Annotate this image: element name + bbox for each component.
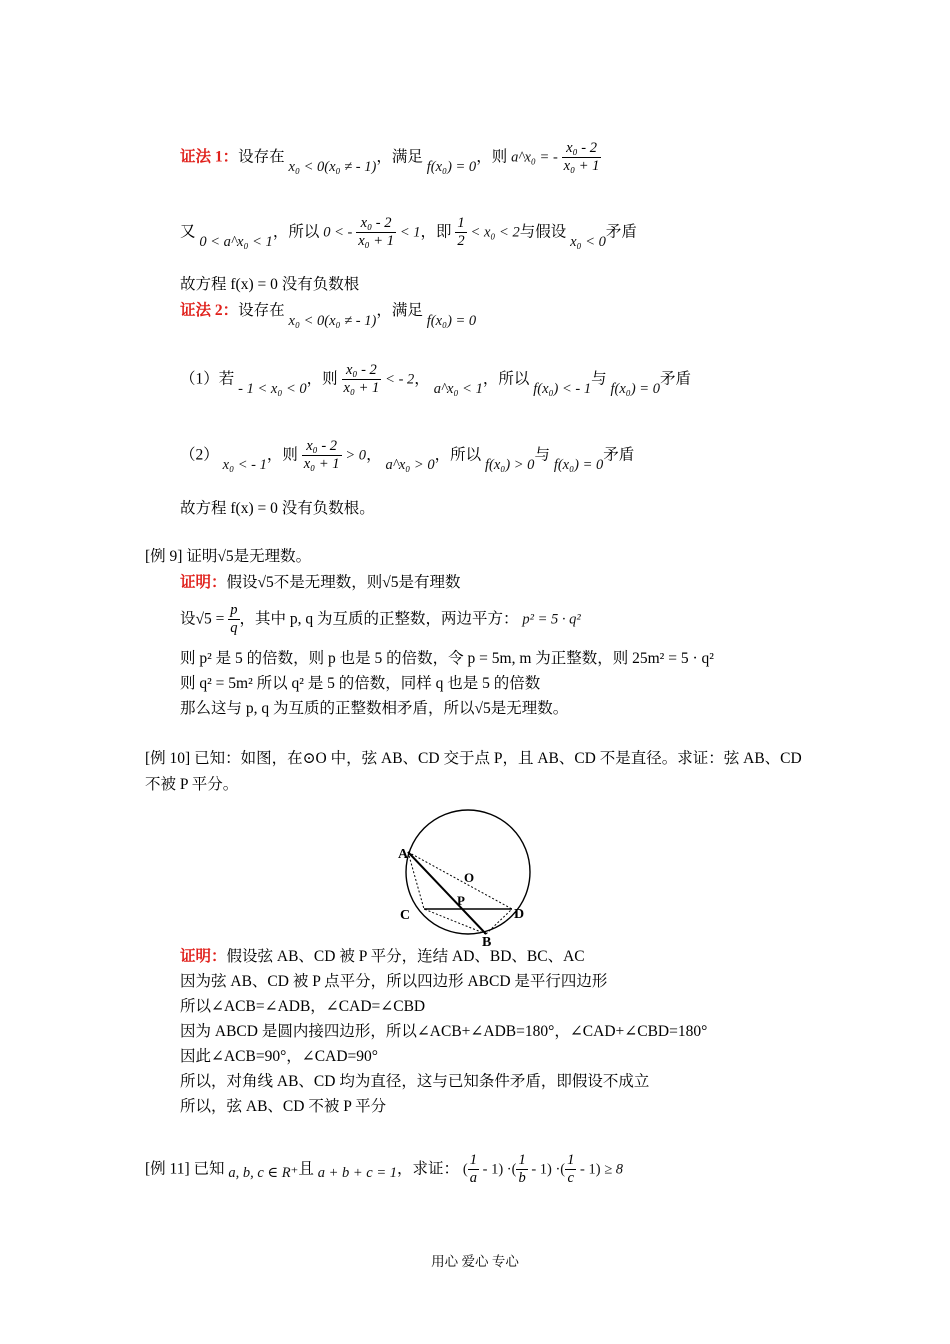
- example10-title-line2: 不被 P 平分。: [145, 776, 239, 793]
- proof1-label: 证法 1：: [180, 148, 239, 166]
- fraction-1-over-c: $\frac{1}{c}$: [567, 1152, 575, 1187]
- circle-figure: [390, 800, 540, 950]
- example9-proof-line3: 则 p² 是 5 的倍数，则 p 也是 5 的倍数，令 p = 5m, m 为正整数，则 25m² = 5 · q²: [180, 650, 714, 667]
- proof-label: 证明：: [180, 948, 227, 965]
- fraction: $\frac{\text{x₀ - 2}}{\text{x₀ + 1}}$: [303, 438, 340, 473]
- fraction-1-over-a: $\frac{1}{a}$: [469, 1152, 477, 1187]
- example10-proof-line4: 因为 ABCD 是圆内接四边形，所以∠ACB+∠ADB=180°，∠CAD+∠CBD=180°: [180, 1023, 708, 1040]
- conclusion-2: 故方程 f(x) = 0 没有负数根。: [180, 500, 375, 517]
- page-footer: 用心 爱心 专心: [431, 1254, 519, 1269]
- proof-label: 证明：: [180, 574, 227, 591]
- label-b: B: [482, 935, 492, 950]
- fraction-1-over-b: $\frac{1}{b}$: [518, 1152, 526, 1187]
- example10-proof-line7: 所以，弦 AB、CD 不被 P 平分: [180, 1098, 387, 1115]
- example9-proof-line5: 那么这与 p, q 为互质的正整数相矛盾，所以√5是无理数。: [180, 700, 569, 717]
- example11-line: [例 11] 已知 a, b, c ∈ R⁺且 a + b + c = 1，求证： ( $\frac{1}{a}$ - 1) ·( $\frac{1}{b}$ - 1) ·( $\frac{1}{c}$ - 1) ≥ 8: [145, 1152, 624, 1187]
- example10-proof-line6: 所以，对角线 AB、CD 均为直径，这与已知条件矛盾，即假设不成立: [180, 1073, 650, 1090]
- proof2-label: 证法 2：: [180, 302, 239, 319]
- case1-line: （1）若 - 1 < x₀ < 0，则 $\frac{\text{x₀ - 2}}{\text{x₀ + 1}}$ < - 2， a^x₀ < 1，所以 f(x₀) < - 1与 f(x₀) = 0矛盾: [180, 362, 691, 398]
- label-c: C: [400, 908, 411, 923]
- example9-proof-line1: 证明：假设√5不是无理数，则√5是有理数: [180, 574, 461, 591]
- fraction: $\frac{\text{x₀ - 2}}{\text{x₀ + 1}}$: [358, 215, 394, 250]
- fraction-half: $\frac{1}{2}$: [457, 215, 465, 250]
- fraction: $\frac{\text{x₀ - 2}}{\text{x₀ + 1}}$: [563, 140, 600, 175]
- label-a: A: [398, 847, 409, 862]
- proof2-line: 证法 2：设存在 x₀ < 0(x₀ ≠ - 1)，满足 f(x₀) = 0: [180, 302, 477, 329]
- example10-proof-line2: 因为弦 AB、CD 被 P 点平分，所以四边形 ABCD 是平行四边形: [180, 973, 608, 990]
- example10-proof-line5: 因此∠ACB=90°，∠CAD=90°: [180, 1048, 378, 1065]
- example10-proof-line3: 所以∠ACB=∠ADB，∠CAD=∠CBD: [180, 998, 426, 1015]
- example9-proof-line2: 设√5 = $\frac{p}{q}$ ，其中 p, q 为互质的正整数，两边平方： p² = 5 · q²: [180, 602, 581, 637]
- example9-proof-line4: 则 q² = 5m² 所以 q² 是 5 的倍数，同样 q 也是 5 的倍数: [180, 675, 541, 692]
- fraction-p-over-q: $\frac{p}{q}$: [230, 602, 238, 637]
- label-p: P: [457, 893, 465, 908]
- segment-bd: [486, 909, 512, 934]
- example10-proof-line1: 证明：假设弦 AB、CD 被 P 平分，连结 AD、BD、BC、AC: [180, 948, 585, 965]
- example10-title-line1: [例 10] 已知：如图，在⊙O 中，弦 AB、CD 交于点 P，且 AB、CD 不是直径。求证：弦 AB、CD: [145, 750, 802, 767]
- conclusion-1: 故方程 f(x) = 0 没有负数根: [180, 276, 360, 293]
- case2-line: （2） x₀ < - 1，则 $\frac{\text{x₀ - 2}}{\text{x₀ + 1}}$ > 0， a^x₀ > 0，所以 f(x₀) > 0与 f(x₀) = 0矛盾: [180, 438, 635, 474]
- example9-title: [例 9] 证明√5是无理数。: [145, 548, 312, 565]
- chord-ab: [408, 852, 486, 934]
- label-d: D: [514, 907, 525, 922]
- proof1-line: 证法 1：设存在 x₀ < 0(x₀ ≠ - 1)，满足 f(x₀) = 0，则 a^x₀ = - $\frac{\text{x₀ - 2}}{\text{x₀ + 1}}$: [180, 140, 600, 176]
- label-o: O: [464, 870, 475, 885]
- proof1-line2: 又 0 < a^x₀ < 1，所以 0 < - $\frac{\text{x₀ - 2}}{\text{x₀ + 1}}$ < 1，即 $\frac{1}{2}$ < x₀ < 2与假设 x₀ < 0矛盾: [180, 215, 637, 251]
- segment-bc: [424, 909, 486, 934]
- fraction: $\frac{\text{x₀ - 2}}{\text{x₀ + 1}}$: [343, 362, 380, 397]
